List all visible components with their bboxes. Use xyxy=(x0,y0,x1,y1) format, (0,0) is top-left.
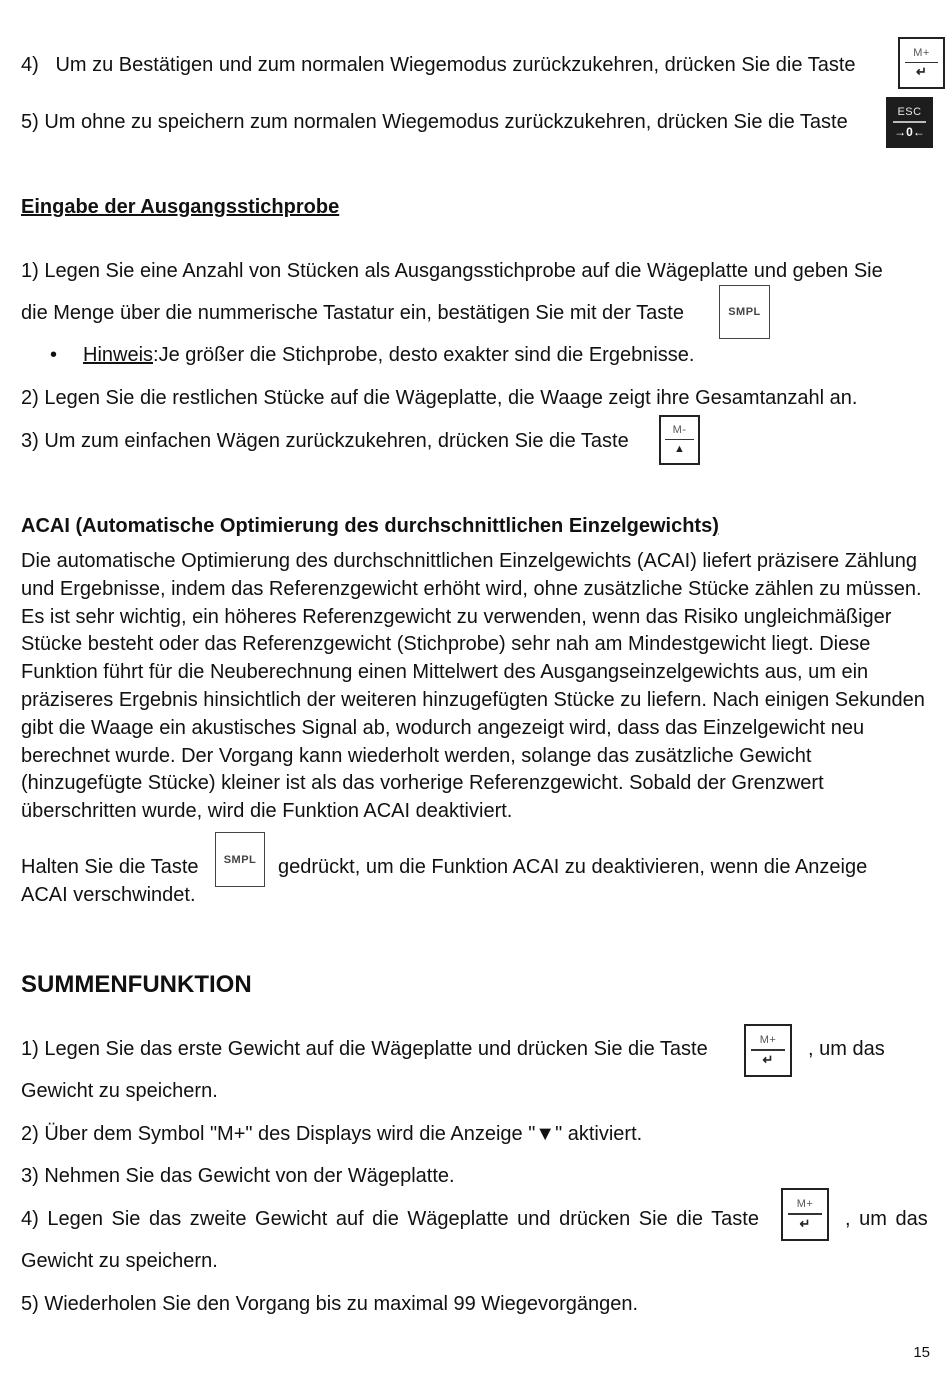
page-number: 15 xyxy=(913,1344,930,1361)
sum-step-5: 5) Wiederholen Sie den Vorgang bis zu maximal 99 Wiegevorgängen. xyxy=(21,1293,639,1315)
sample-heading: Eingabe der Ausgangsstichprobe xyxy=(21,196,340,218)
sample-step-2: 2) Legen Sie die restlichen Stücke auf die Wägeplatte, die Waage zeigt ihre Gesamtanzahl an. xyxy=(21,387,858,409)
esc-key-icon: ESC →0← xyxy=(886,97,933,148)
acai-hold-before: Halten Sie die Taste xyxy=(21,856,199,878)
sum-step-4-line-2: Gewicht zu speichern. xyxy=(21,1250,218,1272)
mplus-key-icon: M+ ↵ xyxy=(744,1024,792,1077)
mminus-key-icon: M- ▲ xyxy=(659,415,700,465)
acai-hold-after: gedrückt, um die Funktion ACAI zu deaktivieren, wenn die Anzeige xyxy=(278,856,868,878)
mplus-key-icon: M+ ↵ xyxy=(898,37,945,89)
sum-step-4-line-1: 4) Legen Sie das zweite Gewicht auf die Wägeplatte und drücken Sie die Taste xyxy=(21,1208,759,1230)
sum-step-4-after: , um das xyxy=(845,1208,928,1230)
acai-hold-line-2: ACAI verschwindet. xyxy=(21,884,196,906)
sample-step-1-line-2: die Menge über die nummerische Tastatur ein, bestätigen Sie mit der Taste xyxy=(21,302,684,324)
hinweis-note: Hinweis:Je größer die Stichprobe, desto exakter sind die Ergebnisse. xyxy=(83,344,695,366)
acai-body: Die automatische Optimierung des durchschnittlichen Einzelgewichts (ACAI) liefert präzisere Zählung und Ergebnisse, indem das Referenzgewicht erhöht wird, ohne zusätzliche Stücke zählen zu müssen. Es ist sehr wichtig, ein höheres Referenzgewicht zu verwenden, wenn das Risiko ungleichmäßiger Stücke besteht oder das Referenzgewicht (Stichprobe) sehr nah am Mindestgewicht liegt. Diese Funktion führt für die Neuberechnung einen Mittelwert des Ausgangseinzelgewichts aus, um ein präziseres Ergebnis hinsichtlich der weiteren hinzugefügten Stücke zu liefern. Nach einigen Sekunden gibt die Waage ein akustisches Signal ab, wodurch angezeigt wird, dass das Einzelgewicht neu berechnet wurde. Der Vorgang kann wiederholt werden, solange das zusätzliche Gewicht (hinzugefügte Stücke) kleiner ist als das vorherige Referenzgewicht. Sobald der Grenzwert überschritten wurde, wird die Funktion ACAI deaktiviert. xyxy=(21,550,925,823)
acai-heading: ACAI (Automatische Optimierung des durchschnittlichen Einzelgewichts) xyxy=(21,515,719,537)
step-5-escape: 5) Um ohne zu speichern zum normalen Wiegemodus zurückzukehren, drücken Sie die Taste xyxy=(21,111,848,133)
sum-heading: SUMMENFUNKTION xyxy=(21,971,252,998)
step-4-confirm: 4) Um zu Bestätigen und zum normalen Wiegemodus zurückzukehren, drücken Sie die Taste xyxy=(21,54,856,76)
mplus-key-icon: M+ ↵ xyxy=(781,1188,829,1241)
sum-step-1-line-2: Gewicht zu speichern. xyxy=(21,1080,218,1102)
sum-step-1-after: , um das xyxy=(808,1038,885,1060)
smpl-key-icon: SMPL xyxy=(215,832,265,887)
sample-step-3: 3) Um zum einfachen Wägen zurückzukehren, drücken Sie die Taste xyxy=(21,430,629,452)
smpl-key-icon: SMPL xyxy=(719,285,770,339)
bullet-icon: • xyxy=(50,344,58,366)
sum-step-1-line-1: 1) Legen Sie das erste Gewicht auf die Wägeplatte und drücken Sie die Taste xyxy=(21,1038,708,1060)
sum-step-2: 2) Über dem Symbol "M+" des Displays wird die Anzeige "▼" aktiviert. xyxy=(21,1123,643,1145)
sample-step-1-line-1: 1) Legen Sie eine Anzahl von Stücken als Ausgangsstichprobe auf die Wägeplatte und geben Sie xyxy=(21,260,883,282)
sum-step-3: 3) Nehmen Sie das Gewicht von der Wägeplatte. xyxy=(21,1165,455,1187)
